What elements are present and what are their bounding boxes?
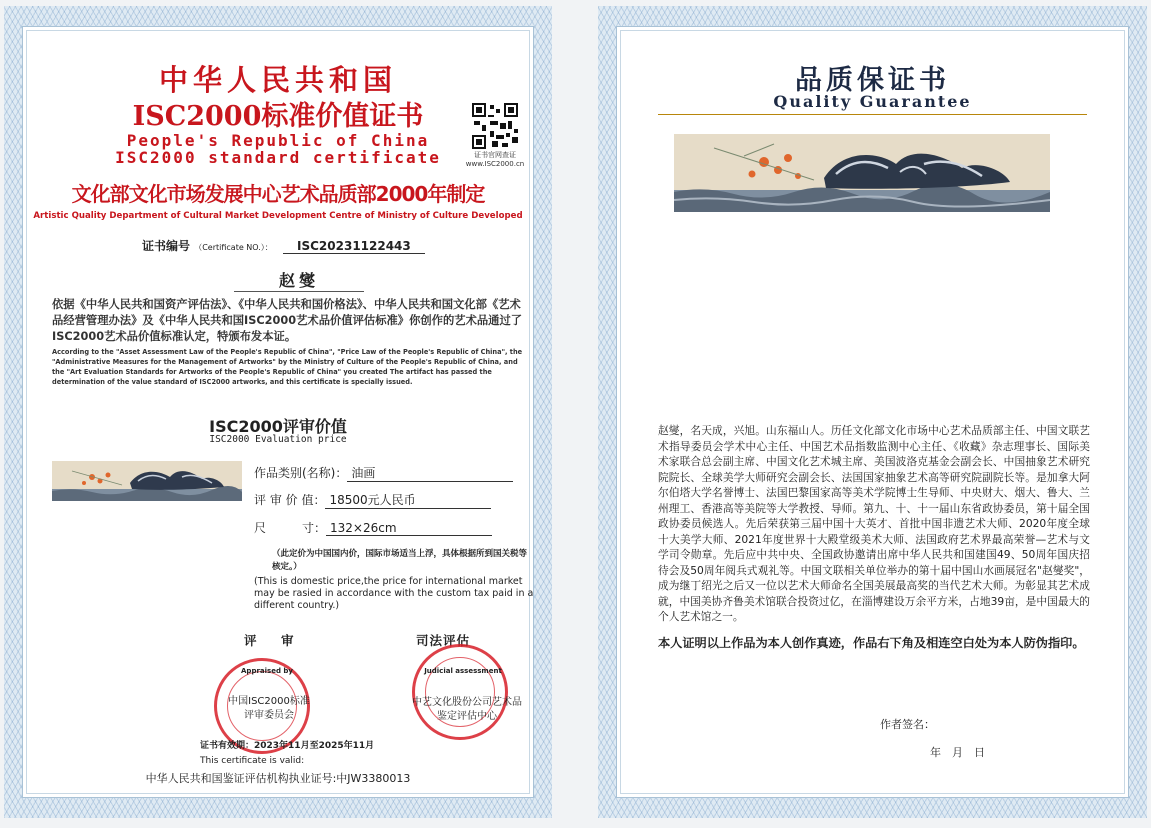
field-size-label: 尺 寸： [254,521,327,535]
cert-number-label-en: （Certificate NO.）： [194,243,273,252]
qr-caption-cn: 证书官网查证 [474,151,516,159]
judicial-heading: 司法评估 [416,633,471,648]
review-heading: 评 审 [244,633,300,648]
field-price-label: 评 审 价 值： [254,493,326,507]
qr-caption-url: www.ISC2000.cn [465,160,525,168]
title-cn: 中华人民共和国 [158,63,397,97]
qr-caption [460,151,530,169]
evaluation-title-cn: ISC2000评审价值 [209,417,347,436]
title-isc: ISC2000标准价值证书 [132,101,424,132]
guarantee-title-cn: 品质保证书 [795,65,950,96]
artist-biography: 赵燮，名天成，兴旭。山东福山人。历任文化部文化市场中心艺术品质部主任、中国文联艺术指导委员会学术中心主任、中国艺术品指数监测中心主任、《收藏》杂志理事长、国际美术家联合总会副主席、中国文化艺术城主席、美国波洛克基金会副会长、中国抽象艺术研究院院长、全球美学大师研究会副会长、法国国家抽象艺术高等研究院副院长等。是加拿大阿尔伯塔大学名誉博士、法国巴黎国家高等美术学院博士生导师、中央财大、烟大、鲁大、兰州理工、香港高等美院等大学教授、导师。第九、十、十一届山东省政协委员，第十届全国政协委员候选人。先后荣获第三届中国十大英才、首批中国非遗艺术大师、2020年度全球十大美学大师、2021年度世界十大殿堂级美术大师、法国政府艺术界最高荣誉—艺术与文学司令勋章。先后应中共中央、全国政协邀请出席中华人民共和国建国49、50周年国庆招待会及50周年阅兵式观礼等。中国文联相关单位举办的第十届中国山水画展冠名"赵燮奖"，成为继丁绍光之后又一位以艺术大师命名全国美展最高奖的当代艺术大师。为彰显其艺术成就，中国美协齐鲁美术馆联合投资过亿，在淄博建设万余平方米，占地39亩，是中国最大的个人艺术馆之一。 [658,424,1090,623]
cert-number-value: ISC20231122443 [283,239,425,254]
valuation-certificate [4,6,552,818]
department-en: Artistic Quality Department of Cultural Market Development Centre of Ministry of Culture Developed [33,211,523,221]
artwork-thumbnail [52,461,242,501]
judicial-seal-label [392,696,542,724]
cert-number-label: 证书编号 [142,239,191,253]
title-en-line2: ISC2000 standard certificate [115,148,441,167]
field-price-value: 18500元人民币 [325,491,491,509]
body-text-cn: 依据《中华人民共和国资产评估法》、《中华人民共和国价格法》、中华人民共和国文化部《艺术品经营管理办法》及《中华人民共和国ISC2000艺术品价值评估标准》你创作的艺术品通过了ISC2000艺术品价值标准认定，特颁布发本证。 [52,298,523,343]
field-category [254,464,513,482]
holder-name: 赵燮 [234,268,364,292]
validity-period: 证书有效期：2023年11月至2025年11月 [200,741,375,751]
authenticity-statement: 本人证明以上作品为本人创作真迹，作品右下角及相连空白处为本人防伪指印。 [658,636,1085,650]
judicial-seal-line1: 中艺文化股份公司艺术品 [412,697,522,708]
quality-guarantee [598,6,1147,818]
title-en-line1: People's Republic of China [126,131,430,150]
judicial-seal-line2: 鉴定评估中心 [437,711,497,722]
price-note-en: (This is domestic price,the price for international market may be rasied in accordance with the custom tax paid in a different country.) [254,576,534,611]
review-seal-line2: 评审委员会 [244,710,294,721]
date-label: 年 月 日 [930,746,985,759]
license-number: 中华人民共和国鉴证评估机构执业证号:中JW3380013 [145,772,411,785]
review-seal-line1: 中国ISC2000标准 [228,696,310,707]
judicial-seal [412,644,508,740]
field-category-label: 作品类别(名称)： [254,466,348,480]
department-cn: 文化部文化市场发展中心艺术品质部2000年制定 [71,182,485,206]
validity-en: This certificate is valid: [200,756,305,766]
field-price [254,491,491,509]
evaluation-title-en: ISC2000 Evaluation price [209,434,347,445]
certificate-number-row [142,237,425,254]
signature-label: 作者签名： [880,718,935,731]
appraised-by-label: Appraised by [241,667,293,675]
qr-code-icon [472,103,518,149]
guarantee-title-en: Quality Guarantee [773,92,972,111]
field-category-value: 油画 [347,464,513,482]
body-text-en: According to the "Asset Assessment Law of the People's Republic of China", "Price Law of the People's Republic of China", the "Administrative Measures for the Management of Artworks" by the Ministry of Culture of the People's Republic of China, and the "Art Evaluation Standards for Artworks of the People's Republic of China" you created The artifact has passed the determination of the value standard of ISC2000 artworks, and this certificate is specially issued. [52,348,523,386]
artwork-image [674,134,1050,212]
field-size [254,519,492,536]
review-seal-label [214,695,324,723]
title-divider [658,114,1087,115]
judicial-assessment-label: Judicial assessment [424,667,502,675]
field-size-value: 132×26cm [326,521,492,536]
price-note-cn: （此定价为中国国内价，国际市场适当上浮，具体根据所到国关税等核定。） [272,549,528,572]
